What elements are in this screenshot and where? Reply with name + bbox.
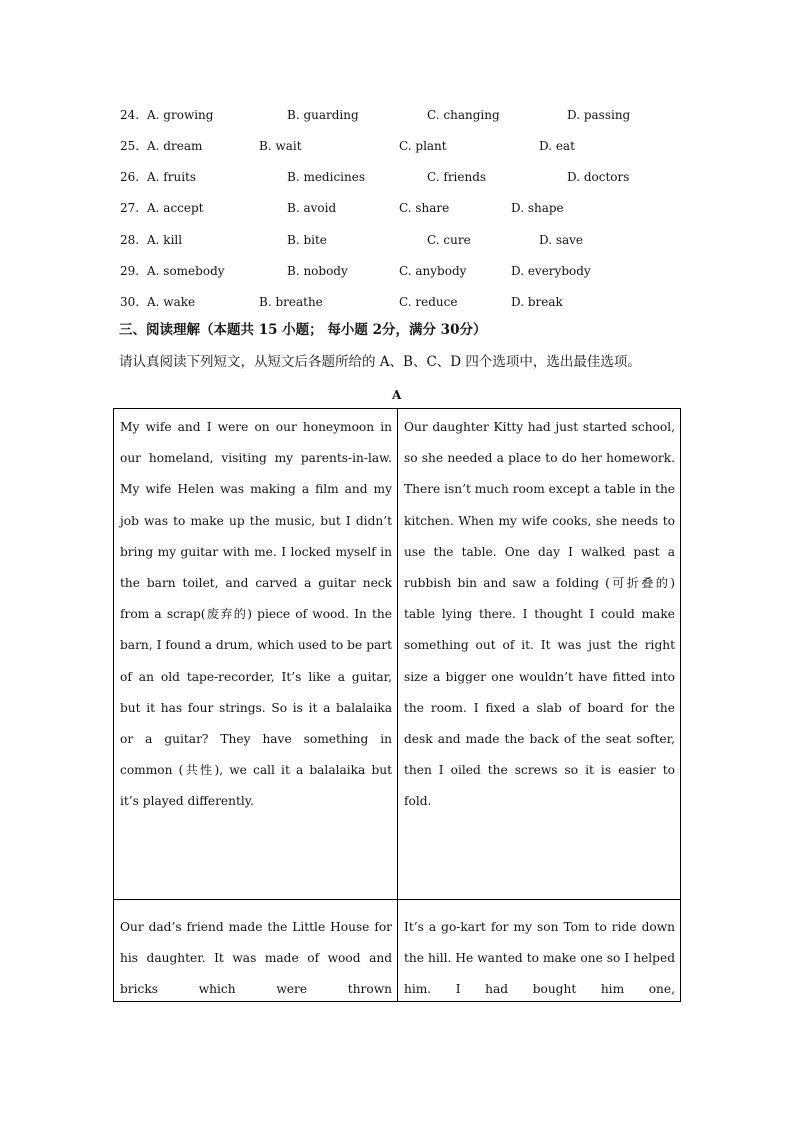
- option-b: B. wait: [259, 139, 302, 153]
- option-d: D. break: [511, 295, 563, 309]
- option-c: C. reduce: [399, 295, 458, 309]
- question-number: 28.: [120, 233, 140, 247]
- section-title: 三、阅读理解（本题共 15 小题； 每小题 2分，满分 30分）: [119, 322, 487, 338]
- option-b: B. avoid: [287, 201, 337, 215]
- option-c: C. share: [399, 201, 450, 215]
- option-a: A. kill: [147, 233, 183, 247]
- option-c: C. plant: [399, 139, 447, 153]
- option-c: C. friends: [427, 170, 487, 184]
- option-b: B. guarding: [287, 108, 359, 122]
- question-number: 24.: [120, 108, 140, 122]
- option-a: A. wake: [147, 295, 196, 309]
- option-c: C. changing: [427, 108, 500, 122]
- passage-cell-bottom-right: It’s a go-kart for my son Tom to ride down the hill. He wanted to make one so I helped him. I had bought him one,: [404, 920, 675, 997]
- question-number: 30.: [120, 295, 140, 309]
- option-d: D. everybody: [511, 264, 591, 278]
- option-a: A. dream: [147, 139, 203, 153]
- option-d: D. shape: [511, 201, 564, 215]
- passage-table: [113, 408, 681, 1002]
- option-a: A. fruits: [147, 170, 197, 184]
- option-b: B. medicines: [287, 170, 365, 184]
- option-b: B. bite: [287, 233, 327, 247]
- question-number: 26.: [120, 170, 140, 184]
- table-column-divider: [397, 409, 398, 1001]
- option-b: B. nobody: [287, 264, 348, 278]
- option-d: D. doctors: [567, 170, 630, 184]
- passage-cell-top-left: My wife and I were on our honeymoon in our homeland, visiting my parents-in-law. My wife Helen was making a film and my job was to make up the music, but I didn’t bring my guitar with me. I locked myself in the barn toilet, and carved a guitar neck from a scrap(废弃的) piece of wood. In the barn, I found a drum, which used to be part of an old tape-recorder, It’s like a guitar, but it has four strings. So is it a balalaika or a guitar? They have something in common (共性), we call it a balalaika but it’s played differently.: [120, 420, 392, 809]
- question-number: 27.: [120, 201, 140, 215]
- option-c: C. cure: [427, 233, 471, 247]
- section-instruction: 请认真阅读下列短文，从短文后各题所给的 A、B、C、D 四个选项中，选出最佳选项。: [119, 354, 641, 370]
- passage-label: A: [392, 388, 402, 402]
- question-number: 29.: [120, 264, 140, 278]
- option-a: A. growing: [147, 108, 214, 122]
- option-a: A. somebody: [147, 264, 225, 278]
- question-number: 25.: [120, 139, 140, 153]
- option-c: C. anybody: [399, 264, 467, 278]
- option-d: D. eat: [539, 139, 575, 153]
- option-d: D. save: [539, 233, 584, 247]
- passage-cell-bottom-left: Our dad’s friend made the Little House for his daughter. It was made of wood and bricks which were thrown: [120, 920, 392, 997]
- option-d: D. passing: [567, 108, 631, 122]
- option-a: A. accept: [147, 201, 204, 215]
- table-row-divider: [114, 899, 680, 900]
- option-b: B. breathe: [259, 295, 323, 309]
- passage-cell-top-right: Our daughter Kitty had just started school, so she needed a place to do her homework. There isn’t much room except a table in the kitchen. When my wife cooks, she needs to use the table. One day I walked past a rubbish bin and saw a folding (可折叠的) table lying there. I thought I could make something out of it. It was just the right size a bigger one wouldn’t have fitted into the room. I fixed a slab of board for the desk and made the back of the seat softer, then I oiled the screws so it is easier to fold.: [404, 420, 676, 809]
